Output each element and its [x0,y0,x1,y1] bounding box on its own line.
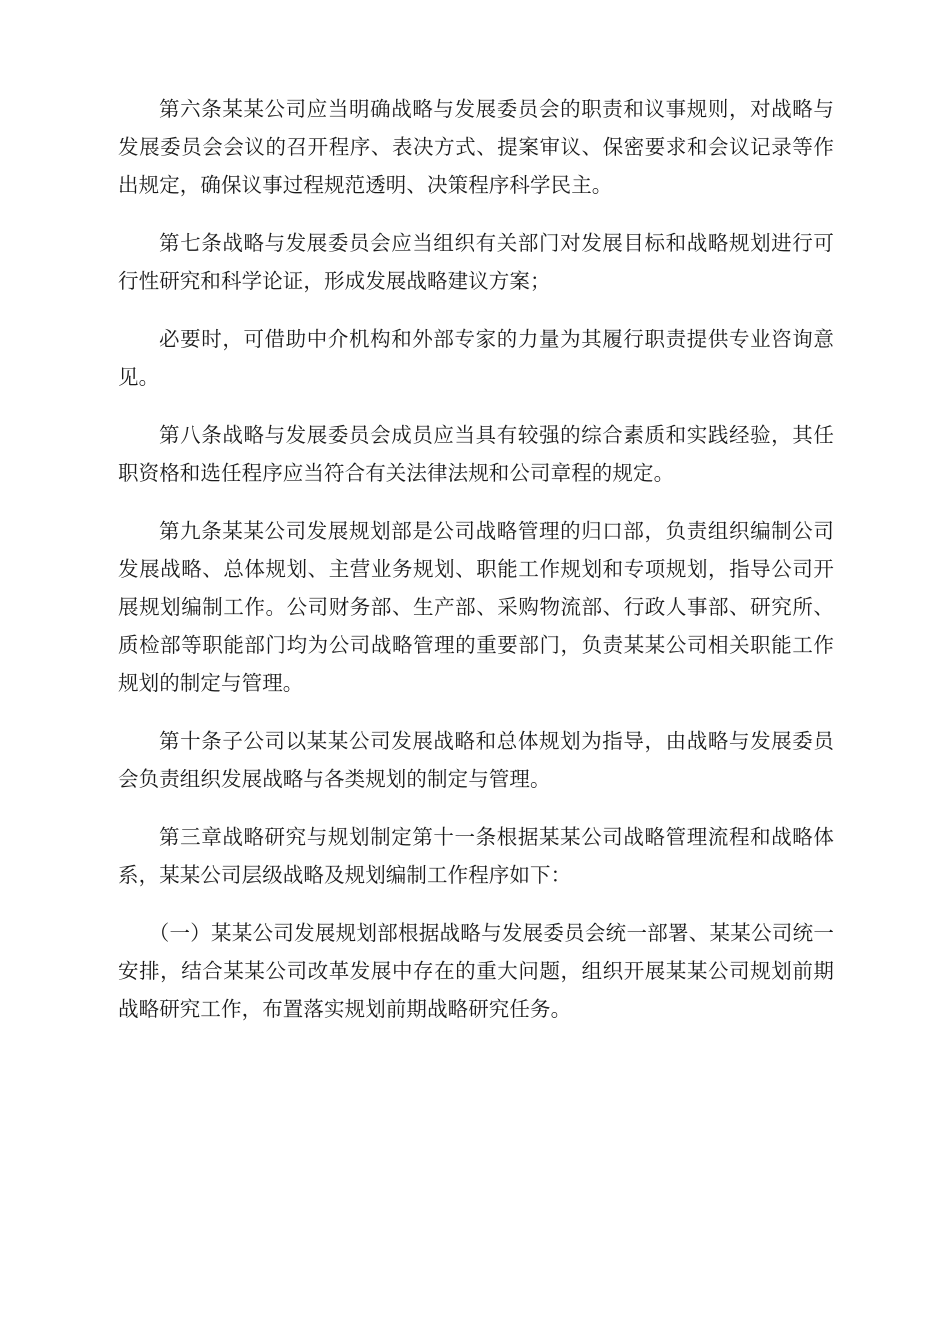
article-7-supplement-paragraph: 必要时，可借助中介机构和外部专家的力量为其履行职责提供专业咨询意见。 [118,327,834,389]
procedure-item-1-paragraph: （一）某某公司发展规划部根据战略与发展委员会统一部署、某某公司统一安排，结合某某公司改革发展中存在的重大问题，组织开展某某公司规划前期战略研究工作，布置落实规划前期战略研究任务。 [118,921,834,1021]
article-10-paragraph: 第十条子公司以某某公司发展战略和总体规划为指导，由战略与发展委员会负责组织发展战略与各类规划的制定与管理。 [118,729,834,791]
article-7-paragraph: 第七条战略与发展委员会应当组织有关部门对发展目标和战略规划进行可行性研究和科学论证，形成发展战略建议方案； [118,231,834,293]
article-9-paragraph: 第九条某某公司发展规划部是公司战略管理的归口部，负责组织编制公司发展战略、总体规划、主营业务规划、职能工作规划和专项规划，指导公司开展规划编制工作。公司财务部、生产部、采购物流部、行政人事部、研究所、质检部等职能部门均为公司战略管理的重要部门，负责某某公司相关职能工作规划的制定与管理。 [118,519,834,695]
chapter-3-article-11-paragraph: 第三章战略研究与规划制定第十一条根据某某公司战略管理流程和战略体系，某某公司层级战略及规划编制工作程序如下： [118,825,834,887]
document-body [118,90,834,1048]
article-8-paragraph: 第八条战略与发展委员会成员应当具有较强的综合素质和实践经验，其任职资格和选任程序应当符合有关法律法规和公司章程的规定。 [118,423,834,485]
article-6-paragraph: 第六条某某公司应当明确战略与发展委员会的职责和议事规则，对战略与发展委员会会议的召开程序、表决方式、提案审议、保密要求和会议记录等作出规定，确保议事过程规范透明、决策程序科学民主。 [118,97,834,197]
